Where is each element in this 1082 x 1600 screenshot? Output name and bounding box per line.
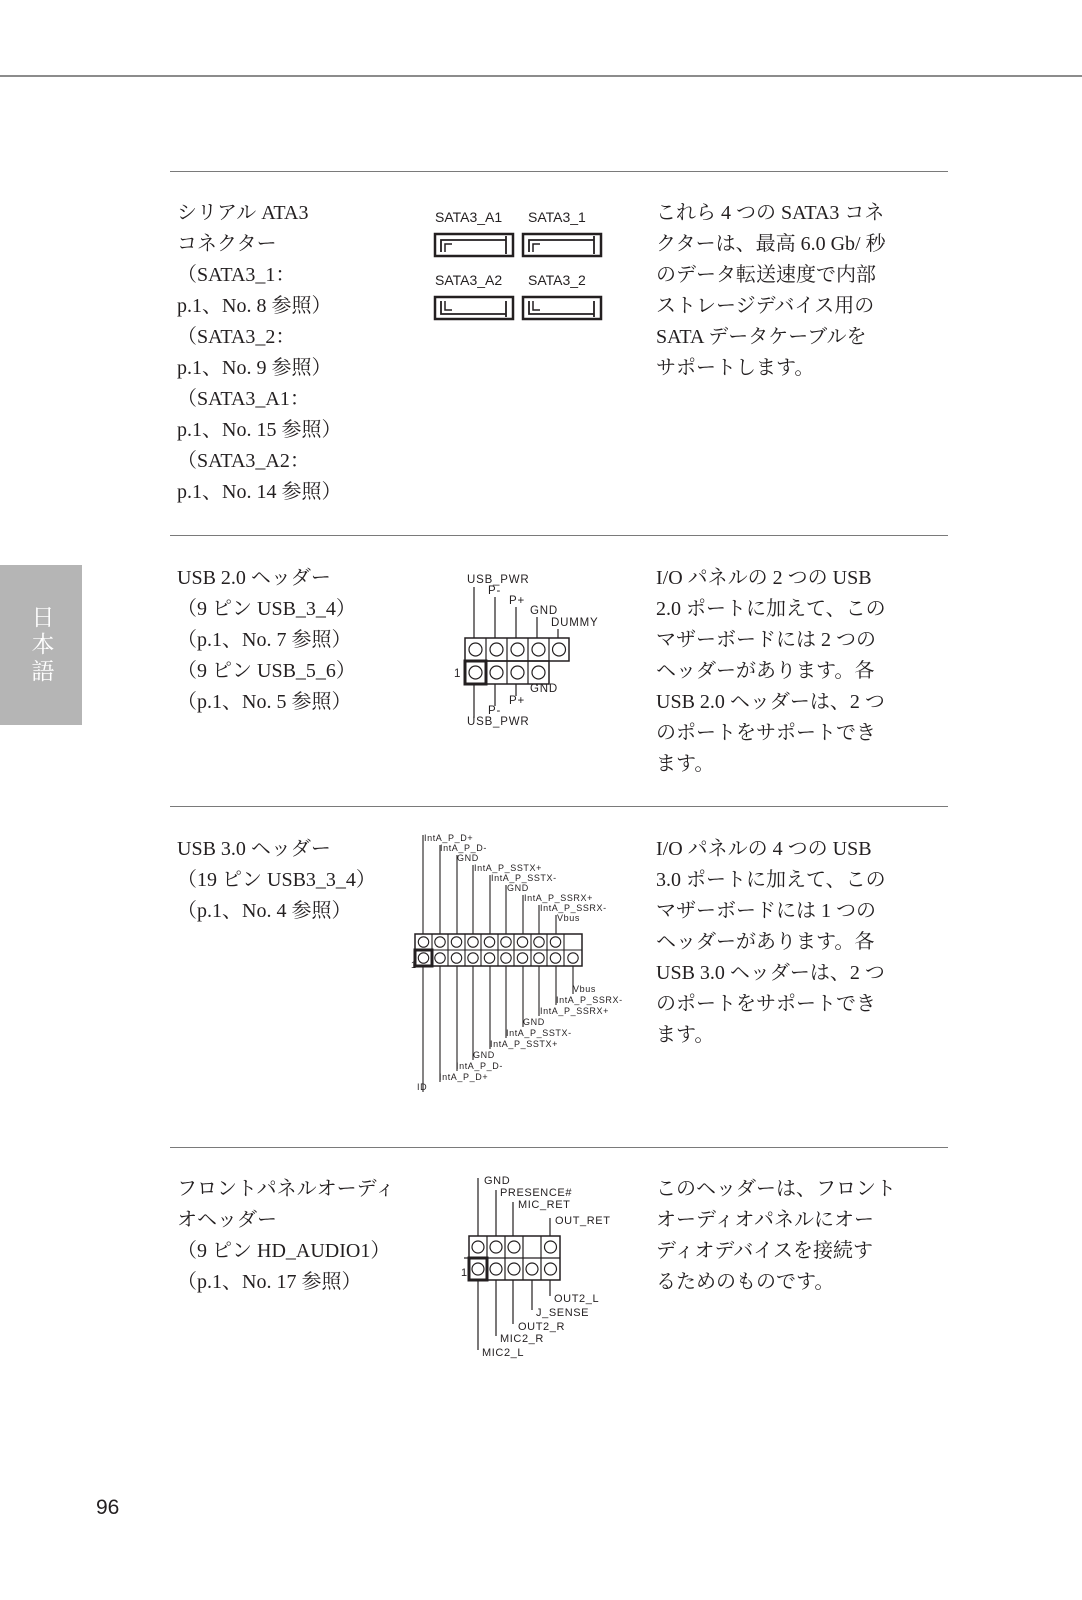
usb3-description <box>656 834 896 1051</box>
sata3-desc-line: SATA データケーブルを <box>656 326 867 348</box>
sata3-2-connector <box>523 297 601 319</box>
sata3-ref-line: p.1、No. 14 参照） <box>177 481 342 503</box>
sata3-desc-line: これら 4 つの SATA3 コネ <box>656 202 885 224</box>
usb3-desc-line: ます。 <box>656 1024 715 1046</box>
sata3-a1-connector <box>435 234 513 256</box>
sata3-2-label: SATA3_2 <box>528 272 586 288</box>
sata3-ref-line: p.1、No. 9 参照） <box>177 357 332 379</box>
usb2-desc-line: ヘッダーがあります。各 <box>656 660 875 682</box>
usb2-desc-line: ます。 <box>656 753 715 775</box>
usb3-ref-line: （19 ピン USB3_3_4） <box>177 869 376 891</box>
usb2-pin-label: USB_PWR <box>467 716 530 728</box>
usb3-title: USB 3.0 ヘッダー <box>177 838 331 860</box>
section-rule <box>170 171 948 172</box>
usb3-pin-label: IntA_P_SSRX+ <box>524 893 593 903</box>
usb3-pin-label: IntA_P_SSRX- <box>540 903 607 913</box>
hdaudio-pin-label: MIC2_L <box>482 1347 525 1359</box>
hdaudio-pin-label: MIC2_R <box>500 1333 544 1345</box>
usb3-desc-line: ヘッダーがあります。各 <box>656 931 875 953</box>
usb3-desc-line: I/O パネルの 4 つの USB <box>656 838 872 860</box>
section-rule <box>170 806 948 807</box>
usb3-pin-label: GND <box>507 883 529 893</box>
usb2-ref-line: （p.1、No. 7 参照） <box>177 629 352 651</box>
sata3-a1-label: SATA3_A1 <box>435 209 503 225</box>
usb2-desc-line: のポートをサポートでき <box>656 722 876 744</box>
hdaudio-desc-line: るためのものです。 <box>656 1271 835 1293</box>
sata3-desc-line: ストレージデバイス用の <box>656 295 875 317</box>
hdaudio-pin-label: OUT_RET <box>555 1215 611 1227</box>
usb3-pin-label: ID <box>417 1082 428 1092</box>
usb2-desc-line: 2.0 ポートに加えて、この <box>656 598 886 620</box>
usb3-desc-line: USB 3.0 ヘッダーは、2 つ <box>656 962 885 984</box>
usb2-description <box>656 563 896 780</box>
usb2-title: USB 2.0 ヘッダー <box>177 567 331 589</box>
usb3-pin-label: IntA_P_D- <box>440 843 487 853</box>
usb3-pin-label: IntA_P_SSTX- <box>491 873 557 883</box>
sata3-ref-line: （SATA3_1： <box>177 264 296 286</box>
sata3-ref-line: p.1、No. 8 参照） <box>177 295 332 317</box>
sata3-1-connector <box>523 234 601 256</box>
sata3-desc-line: クターは、最高 6.0 Gb/ 秒 <box>656 233 886 255</box>
usb3-pin-label: IntA_P_SSTX- <box>506 1028 572 1038</box>
usb3-pin-label: Vbus <box>573 984 596 994</box>
usb3-pin-label: GND <box>523 1017 545 1027</box>
usb2-ref-line: （p.1、No. 5 参照） <box>177 691 352 713</box>
sata3-ref-line: （SATA3_A1： <box>177 388 310 410</box>
usb3-pin-label: GND <box>457 853 479 863</box>
usb3-pin-label: IntA_P_D+ <box>424 833 474 843</box>
usb2-left-column <box>177 563 417 718</box>
hdaudio-pin-label: MIC_RET <box>518 1199 571 1211</box>
usb2-pin1-label: 1 <box>454 668 462 680</box>
usb3-desc-line: マザーボードには 1 つの <box>656 900 876 922</box>
usb3-pin-label: IntA_P_D+ <box>439 1072 489 1082</box>
hdaudio-pin-label: PRESENCE# <box>500 1187 573 1199</box>
usb2-desc-line: USB 2.0 ヘッダーは、2 つ <box>656 691 885 713</box>
sata3-title-line: コネクター <box>177 233 277 255</box>
sata3-left-column <box>177 198 417 508</box>
sata3-connector-diagram <box>430 200 610 330</box>
usb3-pin-label: IntA_P_SSRX+ <box>540 1006 609 1016</box>
hdaudio-pin-label: OUT2_R <box>518 1321 565 1333</box>
sata3-desc-line: のデータ転送速度で内部 <box>656 264 876 286</box>
usb2-pin-label: GND <box>530 683 558 695</box>
usb2-pin-label: P- <box>488 585 502 597</box>
usb2-pin-label: P- <box>488 705 502 717</box>
sata3-desc-line: サポートします。 <box>656 357 815 379</box>
usb2-desc-line: マザーボードには 2 つの <box>656 629 876 651</box>
usb2-pin-label: P+ <box>509 595 525 607</box>
language-side-tab <box>0 565 82 725</box>
sata3-ref-line: p.1、No. 15 参照） <box>177 419 342 441</box>
hdaudio-pin1-label: 1 <box>461 1267 468 1279</box>
sata3-title: シリアル ATA3 <box>177 202 309 224</box>
hdaudio-desc-line: このヘッダーは、フロント <box>656 1178 896 1200</box>
sata3-1-label: SATA3_1 <box>528 209 586 225</box>
usb3-ref-line: （p.1、No. 4 参照） <box>177 900 352 922</box>
page-number: 96 <box>96 1496 120 1519</box>
usb3-header-diagram <box>410 830 630 1102</box>
hdaudio-desc-line: ディオデバイスを接続す <box>656 1240 873 1262</box>
sata3-a2-label: SATA3_A2 <box>435 272 503 288</box>
sata3-description <box>656 198 896 384</box>
section-rule <box>170 1147 948 1148</box>
top-rule <box>0 75 1082 77</box>
hdaudio-description <box>656 1174 896 1298</box>
hdaudio-title: フロントパネルオーディ <box>177 1178 395 1200</box>
hdaudio-header-diagram <box>460 1170 630 1360</box>
usb2-header-diagram <box>445 568 625 738</box>
usb2-pin-label: P+ <box>509 695 525 707</box>
hdaudio-ref-line: （9 ピン HD_AUDIO1） <box>177 1240 391 1262</box>
usb3-pin-label: IntA_P_SSTX+ <box>490 1039 558 1049</box>
hdaudio-pin-label: J_SENSE <box>536 1307 590 1319</box>
usb3-desc-line: 3.0 ポートに加えて、この <box>656 869 886 891</box>
usb3-pin-label: IntA_P_SSRX- <box>556 995 623 1005</box>
usb3-desc-line: のポートをサポートでき <box>656 993 876 1015</box>
sata3-ref-line: （SATA3_2： <box>177 326 296 348</box>
usb3-pin-label: Vbus <box>557 913 580 923</box>
usb2-pin-label: USB_PWR <box>467 574 530 586</box>
usb2-desc-line: I/O パネルの 2 つの USB <box>656 567 872 589</box>
usb2-pin-label: GND <box>530 605 558 617</box>
usb3-pin-label: IntA_P_D- <box>456 1061 503 1071</box>
hdaudio-pin-label: GND <box>484 1175 511 1187</box>
hdaudio-ref-line: （p.1、No. 17 参照） <box>177 1271 362 1293</box>
hdaudio-pin-label: OUT2_L <box>554 1293 600 1305</box>
usb3-pin-label: GND <box>473 1050 495 1060</box>
sata3-ref-line: （SATA3_A2： <box>177 450 310 472</box>
usb2-pin-label: DUMMY <box>551 617 599 629</box>
hdaudio-desc-line: オーディオパネルにオー <box>656 1209 874 1231</box>
usb3-left-column <box>177 834 417 927</box>
sata3-a2-connector <box>435 297 513 319</box>
hdaudio-title-line: オヘッダー <box>177 1209 277 1231</box>
hdaudio-left-column <box>177 1174 417 1298</box>
usb3-pin-label: IntA_P_SSTX+ <box>474 863 542 873</box>
section-rule <box>170 535 948 536</box>
usb2-ref-line: （9 ピン USB_3_4） <box>177 598 356 620</box>
usb3-pin1-label: 1 <box>411 960 417 970</box>
side-tab-label: 日本語 <box>27 604 54 686</box>
usb2-ref-line: （9 ピン USB_5_6） <box>177 660 356 682</box>
